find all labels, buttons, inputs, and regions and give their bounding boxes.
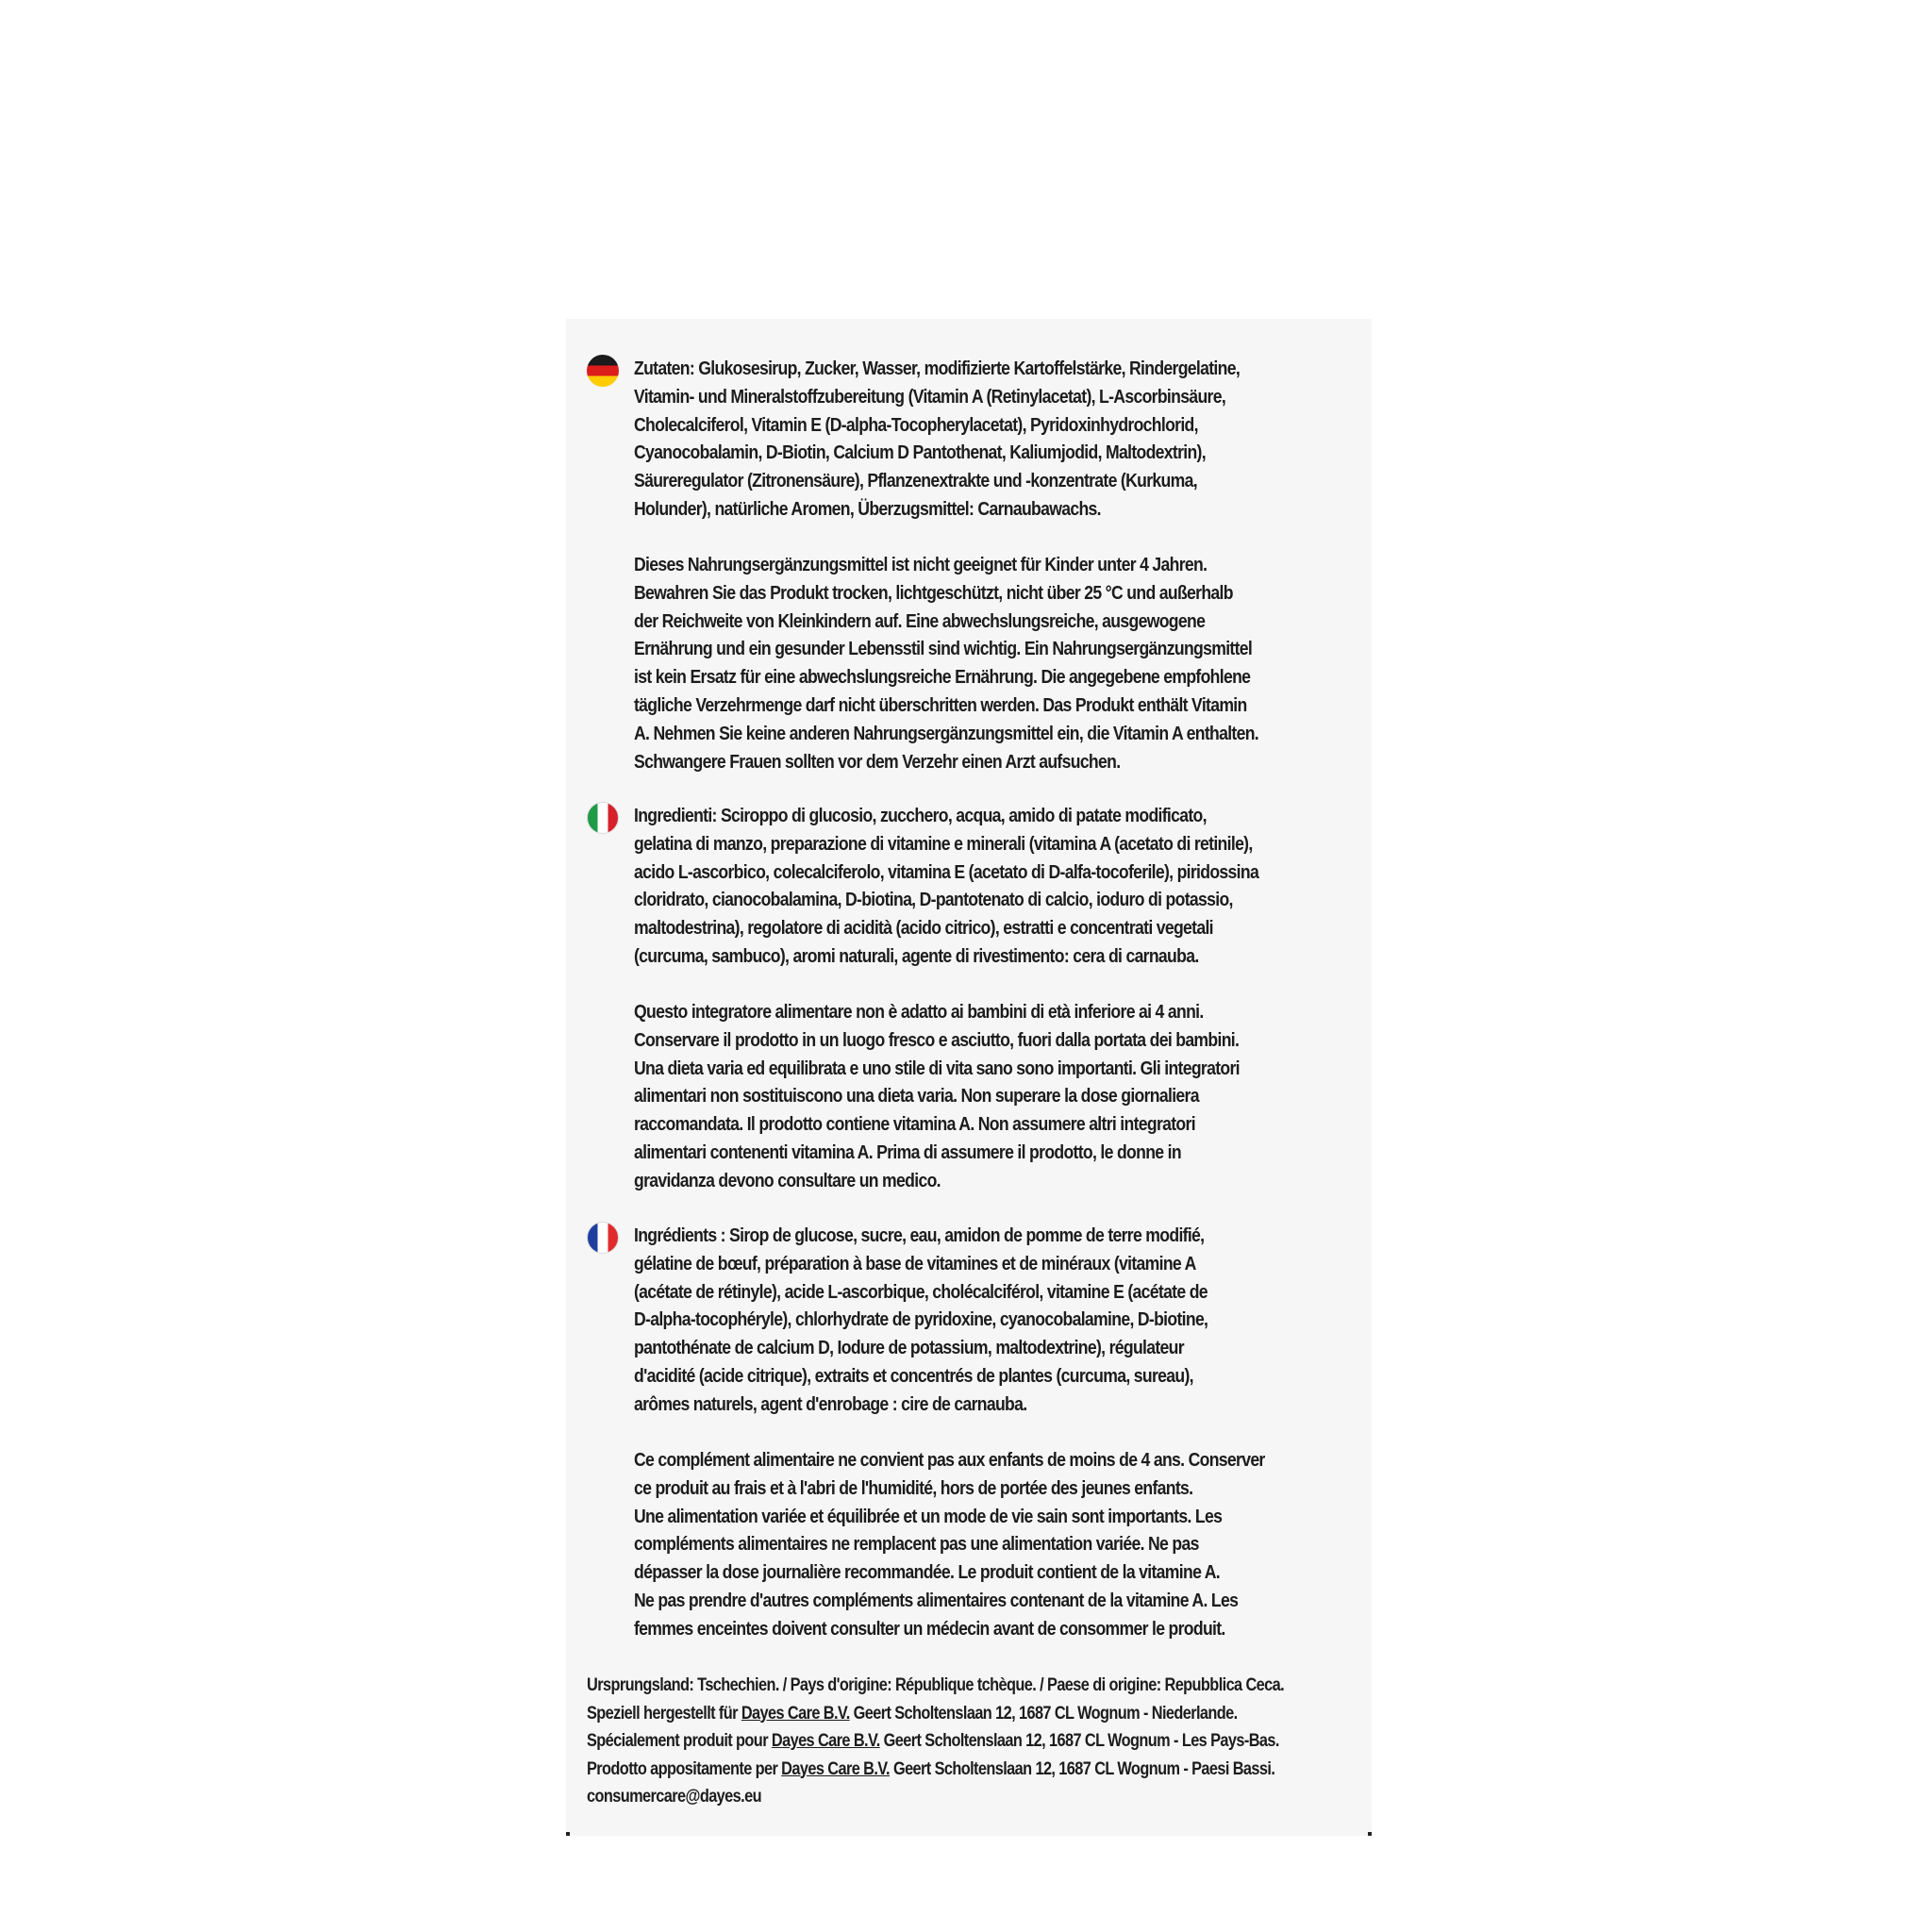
crop-mark-left	[566, 1832, 570, 1836]
company-name: Dayes Care B.V.	[741, 1703, 850, 1724]
italian-flag-icon	[587, 802, 619, 834]
company-name: Dayes Care B.V.	[781, 1758, 891, 1779]
german-warnings: Dieses Nahrungsergänzungsmittel ist nicht geeignet für Kinder unter 4 Jahren. Bewahren Sie das Produkt trocken, lichtgeschützt, nicht über 25 °C und außerhalb der Reichweite von Kleinkindern auf. Eine abwechslungsreiche, ausgewogene Ernährung und ein gesunder Lebensstil sind wichtig. Ein Nahrungsergänzungsmittel ist kein Ersatz für eine abwechslungsreiche Ernährung. Die angegebene empfohlene tägliche Verzehrmenge darf nicht überschritten werden. Das Produkt enthält Vitamin A. Nehmen Sie keine anderen Nahrungsergänzungsmittel ein, die Vitamin A enthalten. Schwangere Frauen sollten vor dem Verzehr einen Arzt aufsuchen.	[634, 554, 1259, 773]
german-ingredients: Zutaten: Glukosesirup, Zucker, Wasser, modifizierte Kartoffelstärke, Rindergelatine, Vitamin- und Mineralstoffzubereitung (Vitamin A (Retinylacetat), L-Ascorbinsäure, Cholecalciferol, Vitamin E (D-alpha-Tocopherylacetat), Pyridoxinhydrochlorid, Cyanocobalamin, D-Biotin, Calcium D Pantothenat, Kaliumjodid, Maltodextrin), Säureregulator (Zitronensäure), Pflanzenextrakte und -konzentrate (Kurkuma, Holunder), natürliche Aromen, Überzugsmittel: Carnaubawachs.	[634, 358, 1241, 520]
country-of-origin: Ursprungsland: Tschechien. / Pays d'origine: République tchèque. / Paese di origine: Repubblica Ceca.	[587, 1675, 1285, 1695]
manufacturer-line-de: Speziell hergestellt für Dayes Care B.V. Geert Scholtenslaan 12, 1687 CL Wognum - Niederlande.	[587, 1703, 1238, 1724]
french-warnings: Ce complément alimentaire ne convient pas aux enfants de moins de 4 ans. Conserver ce produit au frais et à l'abri de l'humidité, hors de portée des jeunes enfants. Une alimentation variée et équilibrée et un mode de vie sain sont importants. Les compléments alimentaires ne remplacent pas une alimentation variée. Ne pas dépasser la dose journalière recommandée. Le produit contient de la vitamine A. Ne pas prendre d'autres compléments alimentaires contenant de la vitamine A. Les femmes enceintes doivent consulter un médecin avant de consommer le produit.	[634, 1449, 1265, 1640]
manufacturer-line-fr: Spécialement produit pour Dayes Care B.V. Geert Scholtenslaan 12, 1687 CL Wognum - Les Pays-Bas.	[587, 1731, 1279, 1751]
italian-ingredients: Ingredienti: Sciroppo di glucosio, zucchero, acqua, amido di patate modificato, gelatina di manzo, preparazione di vitamine e minerali (vitamina A (acetato di retinile), acido L-ascorbico, colecalciferolo, vitamina E (acetato di D-alfa-tocoferile), piridossina cloridrato, cianocobalamina, D-biotina, D-pantotenato di calcio, ioduro di potassio, maltodestrina), regolatore di acidità (acido citrico), estratti e concentrati vegetali (curcuma, sambuco), aromi naturali, agente di rivestimento: cera di carnauba.	[634, 805, 1259, 967]
french-ingredients: Ingrédients : Sirop de glucose, sucre, eau, amidon de pomme de terre modifié, gélatine de bœuf, préparation à base de vitamines et de minéraux (vitamine A (acétate de rétinyle), acide L-ascorbique, cholécalciférol, vitamine E (acétate de D-alpha-tocophéryle), chlorhydrate de pyridoxine, cyanocobalamine, D-biotine, pantothénate de calcium D, Iodure de potassium, maltodextrine), régulateur d'acidité (acide citrique), extraits et concentrés de plantes (curcuma, sureau), arômes naturels, agent d'enrobage : cire de carnauba.	[634, 1224, 1208, 1415]
label-panel	[566, 319, 1372, 1836]
french-flag-icon	[587, 1222, 619, 1254]
contact-email: consumercare@dayes.eu	[587, 1787, 761, 1807]
manufacturer-footer	[587, 1672, 1366, 1811]
german-flag-icon	[587, 355, 619, 387]
italian-warnings: Questo integratore alimentare non è adatto ai bambini di età inferiore ai 4 anni. Conservare il prodotto in un luogo fresco e asciutto, fuori dalla portata dei bambini. Una dieta varia ed equilibrata e uno stile di vita sano sono importanti. Gli integratori alimentari non sostituiscono una dieta varia. Non superare la dose giornaliera raccomandata. Il prodotto contiene vitamina A. Non assumere altri integratori alimentari contenenti vitamina A. Prima di assumere il prodotto, le donne in gravidanza devono consultare un medico.	[634, 1001, 1240, 1191]
crop-mark-right	[1368, 1832, 1372, 1836]
manufacturer-line-it: Prodotto appositamente per Dayes Care B.V. Geert Scholtenslaan 12, 1687 CL Wognum - Paesi Bassi.	[587, 1758, 1275, 1779]
company-name: Dayes Care B.V.	[771, 1731, 880, 1751]
